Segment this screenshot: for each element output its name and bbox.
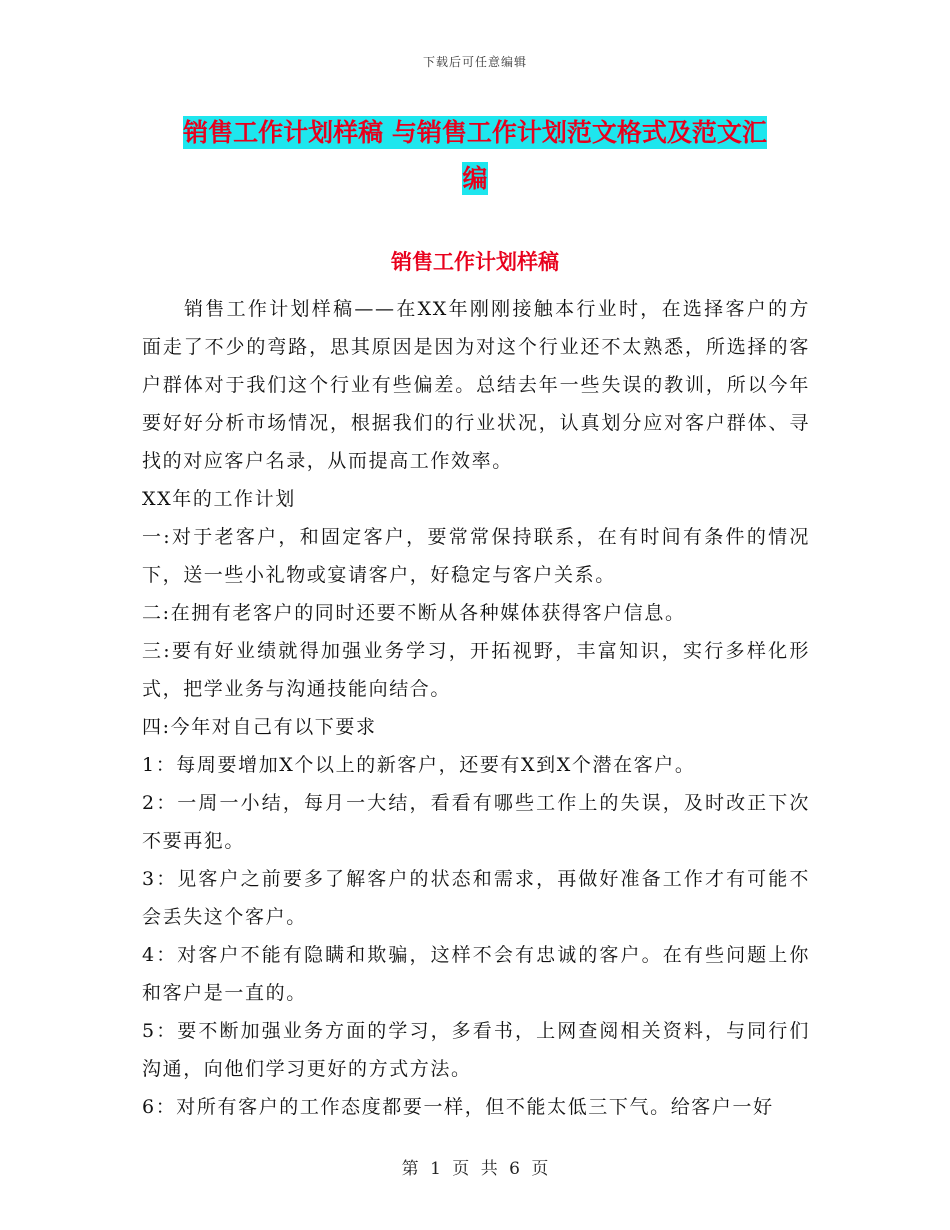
plan-item-4: 四:今年对自己有以下要求 [142, 716, 377, 738]
plan-heading: XX年的工作计划 [142, 488, 296, 510]
page-number-footer: 第 1 页 共 6 页 [401, 1159, 549, 1179]
section-title: 销售工作计划样稿 [391, 250, 559, 274]
page-header-note: 下载后可任意编辑 [422, 55, 527, 69]
document-title-line-2: 编 [462, 164, 488, 193]
plan-item-1: 一:对于老客户，和固定客户，要常常保持联系，在有时间有条件的情况下，送一些小礼物或宴请客户，好稳定与客户关系。 [142, 526, 810, 586]
plan-item-3: 三:要有好业绩就得加强业务学习，开拓视野，丰富知识，实行多样化形式，把学业务与沟通技能向结合。 [142, 640, 810, 700]
plan-item-2: 二:在拥有老客户的同时还要不断从各种媒体获得客户信息。 [142, 602, 686, 624]
intro-paragraph: 销售工作计划样稿——在XX年刚刚接触本行业时，在选择客户的方面走了不少的弯路，思其原因是因为对这个行业还不太熟悉，所选择的客户群体对于我们这个行业有些偏差。总结去年一些失误的教训，所以今年要好好分析市场情况，根据我们的行业状况，认真划分应对客户群体、寻找的对应客户名录，从而提高工作效率。 [142, 298, 810, 472]
requirement-2: 2：一周一小结，每月一大结，看看有哪些工作上的失误，及时改正下次不要再犯。 [142, 792, 810, 852]
document-body [142, 290, 810, 1126]
requirement-1: 1：每周要增加X个以上的新客户，还要有X到X个潜在客户。 [142, 754, 696, 776]
requirement-4: 4：对客户不能有隐瞒和欺骗，这样不会有忠诚的客户。在有些问题上你和客户是一直的。 [142, 944, 810, 1004]
requirement-3: 3：见客户之前要多了解客户的状态和需求，再做好准备工作才有可能不会丢失这个客户。 [142, 868, 810, 928]
document-title-line-1: 销售工作计划样稿 与销售工作计划范文格式及范文汇 [183, 118, 767, 147]
requirement-6: 6：对所有客户的工作态度都要一样，但不能太低三下气。给客户一好 [142, 1096, 774, 1118]
document-title [0, 110, 950, 202]
requirement-5: 5：要不断加强业务方面的学习，多看书，上网查阅相关资料，与同行们沟通，向他们学习更好的方式方法。 [142, 1020, 810, 1080]
